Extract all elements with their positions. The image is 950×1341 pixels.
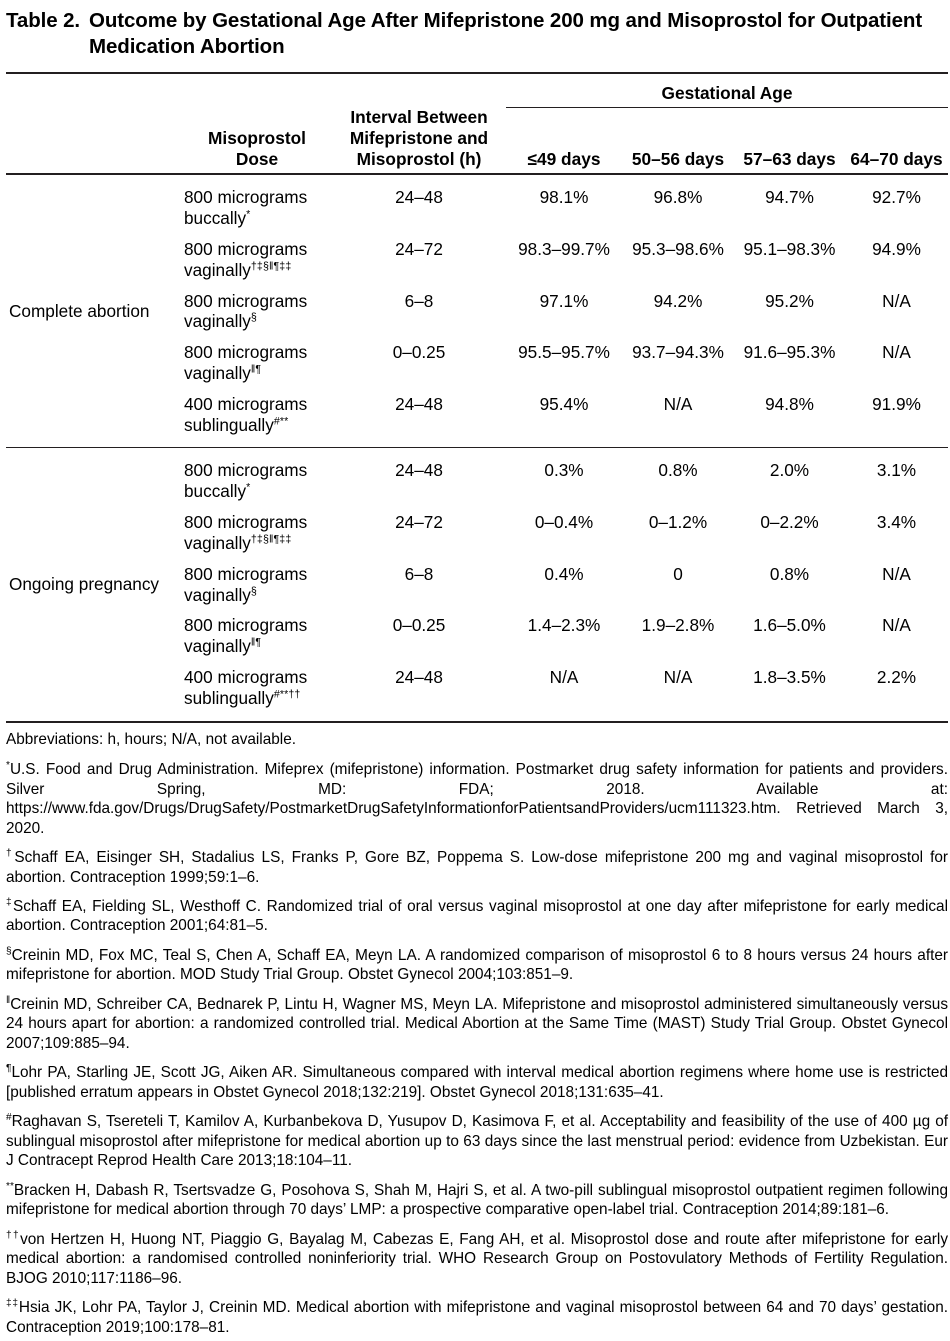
dose-footnote-marker: †‡§‖¶‡‡ — [250, 260, 292, 273]
abbreviations-note: Abbreviations: h, hours; N/A, not available. — [6, 730, 296, 748]
value-cell: 1.4–2.3% — [527, 615, 601, 636]
value-cell: 0–0.4% — [534, 512, 594, 533]
footnote-marker: § — [6, 945, 12, 957]
footnote-item — [6, 1298, 948, 1337]
dose-cell: 400 micrograms sublingually#** — [184, 393, 308, 435]
value-cell: 0.3% — [544, 460, 584, 481]
interval-cell: 6–8 — [404, 290, 434, 311]
dose-footnote-marker: #** — [273, 414, 289, 427]
header-misoprostol-dose: Misoprostol Dose — [208, 128, 306, 170]
footnote-item — [6, 946, 948, 985]
value-cell: 94.2% — [653, 290, 703, 311]
interval-cell: 24–72 — [395, 512, 443, 533]
value-cell: 93.7–94.3% — [632, 342, 724, 363]
value-cell: N/A — [882, 342, 911, 363]
dose-cell: 800 micrograms vaginally†‡§‖¶‡‡ — [184, 512, 308, 553]
header-gest-col-3: 57–63 days — [743, 149, 836, 170]
dose-cell: 800 micrograms buccally* — [184, 187, 308, 229]
footnotes-section — [6, 730, 948, 1338]
footnote-item — [6, 1181, 948, 1220]
value-cell: 91.6–95.3% — [743, 342, 836, 363]
value-cell: 97.1% — [539, 290, 589, 311]
interval-cell: 24–48 — [395, 666, 443, 687]
header-interval: Interval Between Mifepristone and Misoprostol (h) — [349, 107, 489, 170]
footnote-text: Creinin MD, Schreiber CA, Bednarek P, Lintu H, Wagner MS, Meyn LA. Mifepristone and misoprostol administered simultaneously versus 24 hours apart for abortion: a randomized controlled trial. Medical Abortion at the Same Time (MAST) Study Trial Group. Obstet Gynecol 2007;109:885–94. — [6, 995, 948, 1052]
footnote-text: U.S. Food and Drug Administration. Mifeprex (mifepristone) information. Postmarket drug safety information for patients and providers. Silver Spring, MD: FDA; 2018. Available at: https://www.fda.gov/Drugs/DrugSafety/PostmarketDrugSafetyInformationforPatientsandProviders/ucm111323.htm. Retrieved March 3, 2020. — [6, 761, 948, 837]
footnote-text: Hsia JK, Lohr PA, Taylor J, Creinin MD. Medical abortion with mifepristone and vaginal misoprostol between 64 and 70 days’ gestation. Contraception 2019;100:178–81. — [6, 1299, 949, 1336]
value-cell: 1.8–3.5% — [753, 666, 826, 687]
dose-cell: 800 micrograms vaginally‖¶ — [184, 342, 308, 384]
dose-footnote-marker: #**†† — [273, 688, 301, 701]
dose-cell: 800 micrograms vaginally§ — [184, 563, 308, 605]
value-cell: 0–2.2% — [760, 512, 819, 533]
header-gestational-age: Gestational Age — [661, 83, 793, 104]
value-cell: 1.6–5.0% — [753, 615, 826, 636]
value-cell: 3.4% — [876, 512, 917, 533]
outcome-label-1: Complete abortion — [9, 301, 150, 322]
table-title-text: Outcome by Gestational Age After Mifepristone 200 mg and Misoprostol for Outpatient Medication Abortion — [89, 9, 923, 59]
value-cell: 94.7% — [765, 187, 814, 208]
footnote-text: Creinin MD, Fox MC, Teal S, Chen A, Schaff EA, Meyn LA. A randomized comparison of misoprostol 6 to 8 hours versus 24 hours after mifepristone for abortion. MOD Study Trial Group. Obstet Gynecol 2004;103:851–9. — [6, 946, 948, 984]
dose-footnote-marker: * — [246, 208, 251, 221]
value-cell: N/A — [663, 393, 693, 414]
footnote-item — [6, 1112, 948, 1170]
footnote-item — [6, 995, 948, 1053]
footnote-text: Schaff EA, Fielding SL, Westhoff C. Randomized trial of oral versus vaginal misoprostol at one day after mifepristone for early medical abortion. Contraception 2001;64:81–5. — [6, 897, 948, 935]
value-cell: 95.4% — [539, 393, 589, 414]
dose-cell: 800 micrograms vaginally‖¶ — [184, 615, 308, 657]
table-bottom-rule — [6, 722, 948, 723]
interval-cell: 6–8 — [404, 563, 434, 584]
dose-footnote-marker: †‡§‖¶‡‡ — [250, 533, 292, 546]
interval-cell: 24–48 — [395, 393, 443, 414]
value-cell: 95.1–98.3% — [743, 238, 836, 259]
value-cell: 0–1.2% — [648, 512, 708, 533]
value-cell: 98.3–99.7% — [518, 238, 610, 259]
footnote-text: Raghavan S, Tsereteli T, Kamilov A, Kurbanbekova D, Yusupov D, Kasimova F, et al. Acceptability and feasibility of the use of 400 µg of sublingual misoprostol after mifepristone for medical abortion up to 63 days since the last menstrual period: evidence from Uzbekistan. Eur J Contracept Reprod Health Care 2013;18:104–11. — [6, 1113, 948, 1170]
header-outcome-blank — [6, 107, 182, 173]
value-cell: 3.1% — [876, 460, 917, 481]
value-cell: 2.0% — [769, 460, 810, 481]
dose-cell: 800 micrograms vaginally§ — [184, 290, 308, 332]
dose-footnote-marker: § — [250, 584, 257, 597]
dose-footnote-marker: ‖¶ — [250, 636, 262, 649]
footnote-text: von Hertzen H, Huong NT, Piaggio G, Bayalag M, Cabezas E, Fang AH, et al. Misoprostol dose and route after mifepristone for early medical abortion: a randomised controlled noninferiority trial. WHO Research Group on Postovulatory Methods of Fertility Regulation. BJOG 2010;117:1186–96. — [6, 1230, 948, 1287]
value-cell: N/A — [882, 615, 911, 636]
value-cell: 1.9–2.8% — [641, 615, 715, 636]
footnote-text: Lohr PA, Starling JE, Scott JG, Aiken AR. Simultaneous compared with interval medical abortion regimens where home use is restricted [published erratum appears in Obstet Gynecol 2018;132:219]. Obstet Gynecol 2018;131:635–41. — [6, 1064, 948, 1101]
footnote-item — [6, 848, 948, 887]
value-cell: 95.5–95.7% — [518, 342, 610, 363]
footnote-marker: †† — [6, 1229, 21, 1241]
footnote-marker: ‡‡ — [6, 1298, 19, 1310]
header-row-cols — [6, 107, 948, 173]
footnote-marker: ‖ — [6, 994, 11, 1006]
outcome-label-2: Ongoing pregnancy — [9, 574, 160, 595]
value-cell: 98.1% — [539, 187, 589, 208]
interval-cell: 24–48 — [395, 460, 443, 481]
dose-cell: 400 micrograms sublingually#**†† — [184, 666, 308, 708]
dose-cell: 800 micrograms buccally* — [184, 460, 308, 502]
value-cell: 96.8% — [653, 187, 703, 208]
footnote-text: Schaff EA, Eisinger SH, Stadalius LS, Franks P, Gore BZ, Poppema S. Low-dose mifepristone 200 mg and vaginal misoprostol for abortion. Contraception 1999;59:1–6. — [6, 849, 948, 886]
interval-cell: 0–0.25 — [392, 615, 446, 636]
footnote-marker: ¶ — [6, 1063, 12, 1075]
dose-footnote-marker: ‖¶ — [250, 363, 262, 376]
header-gest-col-1: ≤49 days — [527, 149, 601, 170]
value-cell: N/A — [882, 290, 911, 311]
footnote-marker: # — [6, 1112, 12, 1124]
value-cell: 94.8% — [765, 393, 814, 414]
value-cell: 0.8% — [658, 460, 698, 481]
dose-footnote-marker: § — [250, 311, 257, 324]
table-row — [6, 455, 948, 507]
footnote-item — [6, 897, 948, 936]
footnote-item — [6, 1230, 948, 1288]
footnote-marker: ** — [6, 1180, 14, 1192]
value-cell: 0.4% — [544, 563, 584, 584]
value-cell: 95.2% — [765, 290, 814, 311]
footnote-marker: ‡ — [6, 896, 13, 908]
footnote-item — [6, 1063, 948, 1102]
value-cell: 95.3–98.6% — [632, 238, 724, 259]
table-title — [4, 8, 946, 60]
interval-cell: 24–48 — [395, 187, 443, 208]
value-cell: 94.9% — [872, 238, 921, 259]
dose-footnote-marker: * — [246, 481, 251, 494]
footnote-text: Bracken H, Dabash R, Tsertsvadze G, Posohova S, Shah M, Hajri S, et al. A two-pill sublingual misoprostol outpatient regimen following mifepristone for medical abortion through 70 days’ LMP: a prospective comparative open-label trial. Contraception 2014;89:181–6. — [6, 1181, 948, 1219]
value-cell: 91.9% — [872, 393, 921, 414]
dose-cell: 800 micrograms vaginally†‡§‖¶‡‡ — [184, 238, 308, 280]
value-cell: 2.2% — [876, 666, 917, 687]
table-row — [6, 182, 948, 234]
value-cell: 0 — [673, 563, 683, 584]
interval-cell: 24–72 — [395, 238, 443, 259]
value-cell: 0.8% — [769, 563, 810, 584]
header-row-span — [6, 83, 948, 106]
value-cell: N/A — [549, 666, 579, 687]
outcome-table — [6, 72, 948, 722]
footnote-marker: * — [6, 759, 10, 771]
value-cell: N/A — [882, 563, 911, 584]
footnote-item — [6, 760, 948, 838]
table-number-label: Table 2. — [6, 9, 81, 32]
header-gest-col-2: 50–56 days — [631, 149, 725, 170]
value-cell: 92.7% — [872, 187, 921, 208]
value-cell: N/A — [663, 666, 693, 687]
interval-cell: 0–0.25 — [392, 342, 446, 363]
footnote-marker: † — [6, 847, 15, 859]
header-gest-col-4: 64–70 days — [850, 149, 943, 170]
